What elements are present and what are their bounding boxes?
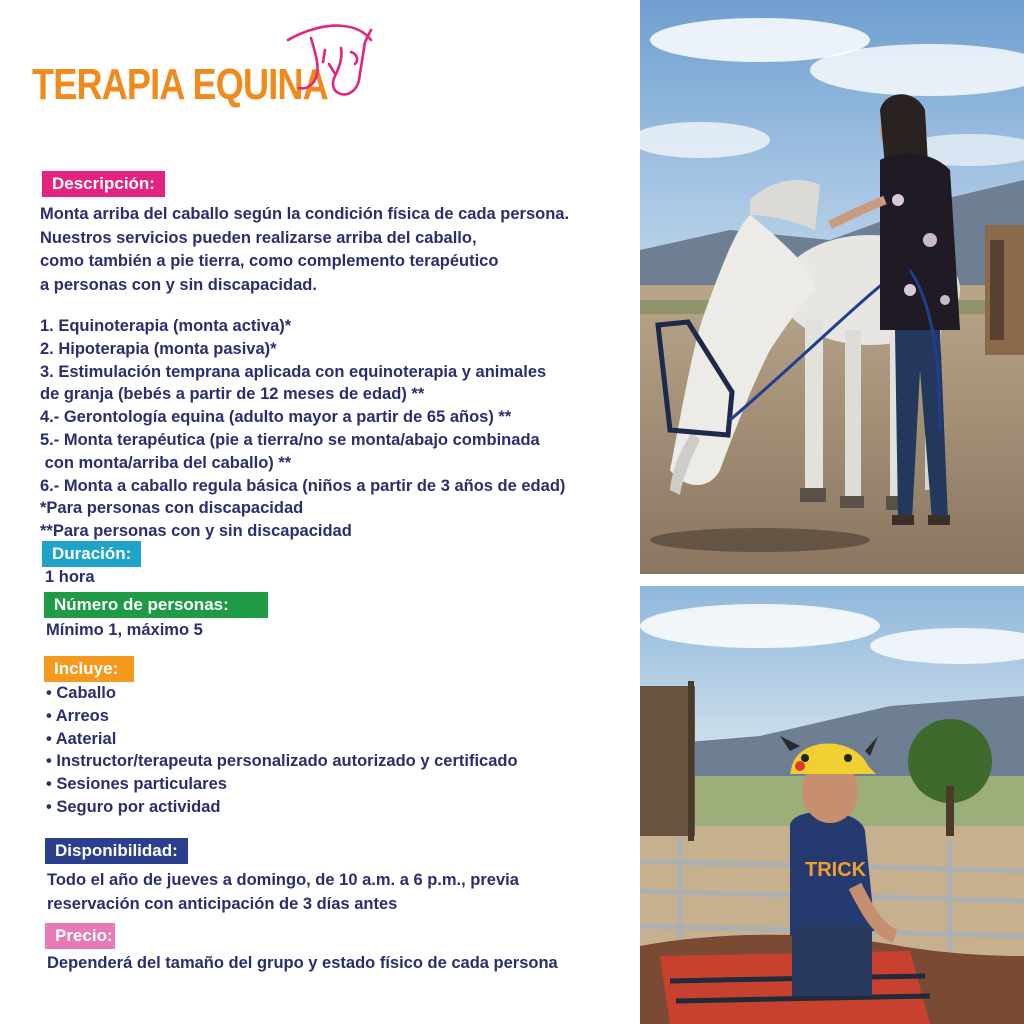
list-item: de granja (bebés a partir de 12 meses de edad) ** <box>40 385 425 404</box>
list-item: • Seguro por actividad <box>46 797 221 816</box>
photo-woman-with-horse <box>640 0 1024 574</box>
horse-logo-icon <box>285 18 375 100</box>
list-item: 6.- Monta a caballo regula básica (niños a partir de 3 años de edad) <box>40 476 566 495</box>
disponibilidad-text: Todo el año de jueves a domingo, de 10 a.m. a 6 p.m., previa reservación con anticipación de 3 días antes <box>47 871 519 913</box>
precio-label: Precio: <box>45 923 115 949</box>
list-item: • Instructor/terapeuta personalizado autorizado y certificado <box>46 752 518 771</box>
page-title: TERAPIA EQUINA <box>32 60 328 109</box>
photo-boy-on-horse <box>640 586 1024 1024</box>
list-item: 4.- Gerontología equina (adulto mayor a partir de 65 años) ** <box>40 408 512 427</box>
list-item: • Sesiones particulares <box>46 775 227 794</box>
incluye-list <box>46 682 518 819</box>
list-item: 5.- Monta terapéutica (pie a tierra/no se monta/abajo combinada <box>40 430 540 449</box>
list-item: • Aaterial <box>46 729 117 748</box>
duracion-label: Duración: <box>42 541 141 567</box>
personas-label: Número de personas: <box>44 592 268 618</box>
list-item: • Arreos <box>46 706 109 725</box>
list-item: **Para personas con y sin discapacidad <box>40 522 352 541</box>
disponibilidad-label: Disponibilidad: <box>45 838 188 864</box>
list-item: 2. Hipoterapia (monta pasiva)* <box>40 339 277 358</box>
list-item: 3. Estimulación temprana aplicada con equinoterapia y animales <box>40 362 547 381</box>
duracion-value: 1 hora <box>45 568 95 586</box>
descripcion-label: Descripción: <box>42 171 165 197</box>
list-item: *Para personas con discapacidad <box>40 499 304 518</box>
services-list <box>40 315 565 543</box>
personas-value: Mínimo 1, máximo 5 <box>46 621 203 639</box>
list-item: con monta/arriba del caballo) ** <box>40 453 292 472</box>
list-item: 1. Equinoterapia (monta activa)* <box>40 317 292 335</box>
list-item: • Caballo <box>46 684 116 702</box>
descripcion-text: Monta arriba del caballo según la condición física de cada persona. Nuestros servicios pueden realizarse arriba del caballo, como también a pie tierra, como complemento terapéutico a personas con y sin discapacidad. <box>40 205 570 294</box>
svg-text:TRICK: TRICK <box>805 859 867 881</box>
incluye-label: Incluye: <box>44 656 134 682</box>
precio-text: Dependerá del tamaño del grupo y estado físico de cada persona <box>47 954 558 972</box>
